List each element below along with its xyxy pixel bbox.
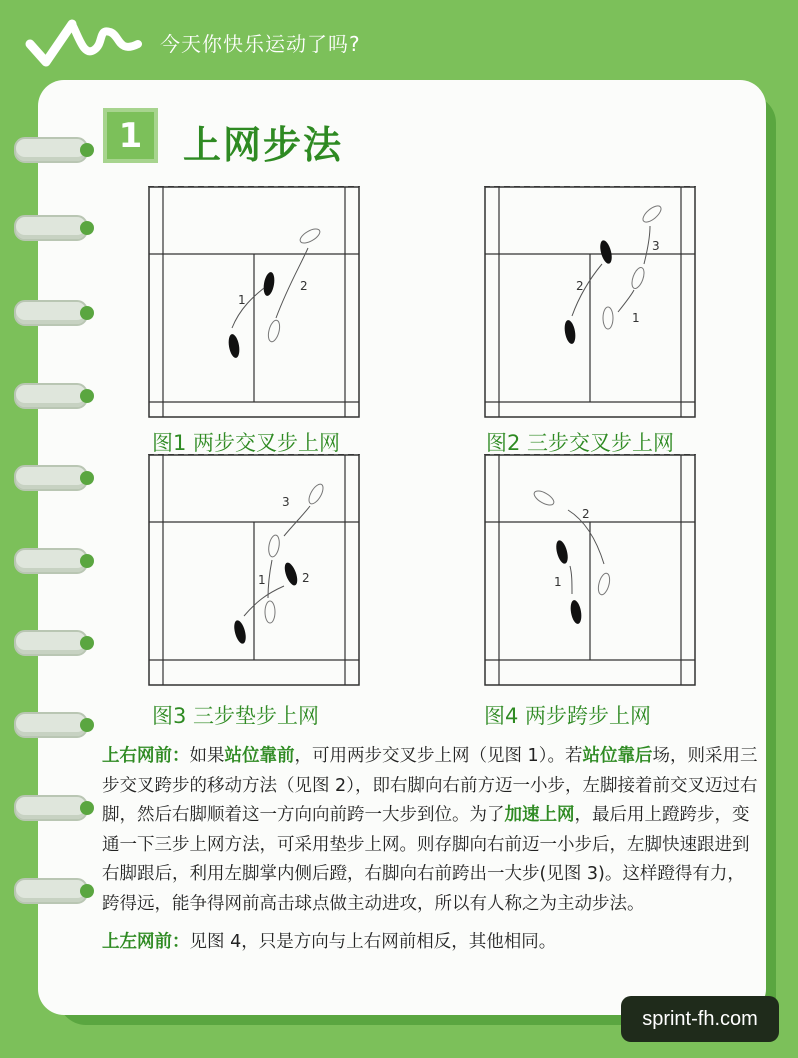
paragraph-right-net: 上右网前：如果站位靠前，可用两步交叉步上网（见图 1）。若站位靠后场，则采用三步交叉跨步的移动方法（见图 2），即右脚向右前方迈一小步，左脚接着前交叉迈过右脚，然后右脚顺着这一方向向前跨一大步到位。为了加速上网，最后用上蹬跨步，变通一下三步上网方法，可采用垫步上网。则存脚向右前迈一小步后，左脚快速跟进到右脚跟后，利用左脚掌内侧后蹬，右脚向右前跨出一大步(见图 3)。这样蹬得有力，跨得远，能争得网前高击球点做主动进攻，所以有人称之为主动步法。 xyxy=(102,746,758,914)
header-bar xyxy=(0,0,798,90)
court-diagram-4 xyxy=(484,454,696,686)
binder-ring xyxy=(14,383,88,409)
section-title: 上网步法 xyxy=(183,123,344,167)
step-label: 2 xyxy=(302,571,310,585)
binder-ring xyxy=(14,712,88,738)
step-label: 1 xyxy=(238,293,246,307)
binder-ring xyxy=(14,795,88,821)
step-label: 1 xyxy=(554,575,562,589)
step-label: 2 xyxy=(582,507,590,521)
paragraph-left-net: 上左网前：见图 4，只是方向与上右网前相反，其他相同。 xyxy=(102,932,557,952)
binder-ring xyxy=(14,215,88,241)
step-label: 1 xyxy=(258,573,266,587)
brand-logo-icon xyxy=(22,10,142,70)
binder-ring xyxy=(14,465,88,491)
binder-ring xyxy=(14,548,88,574)
binder-ring xyxy=(14,137,88,163)
figure-caption-1: 图1 两步交叉步上网 xyxy=(152,431,341,455)
binder-ring xyxy=(14,300,88,326)
step-label: 2 xyxy=(300,279,308,293)
binder-ring xyxy=(14,630,88,656)
court-diagram-1 xyxy=(148,186,360,418)
binder-ring xyxy=(14,878,88,904)
step-label: 1 xyxy=(632,311,640,325)
body-text xyxy=(102,742,762,958)
court-diagram-3 xyxy=(148,454,360,686)
figure-caption-2: 图2 三步交叉步上网 xyxy=(486,431,675,455)
court-diagram-2 xyxy=(484,186,696,418)
step-label: 3 xyxy=(652,239,660,253)
step-label: 2 xyxy=(576,279,584,293)
header-title: 今天你快乐运动了吗? xyxy=(160,32,361,56)
figure-caption-3: 图3 三步垫步上网 xyxy=(152,704,320,728)
watermark: sprint-fh.com xyxy=(621,996,779,1042)
figure-caption-4: 图4 两步跨步上网 xyxy=(484,704,652,728)
section-number-badge: 1 xyxy=(103,108,158,163)
step-label: 3 xyxy=(282,495,290,509)
